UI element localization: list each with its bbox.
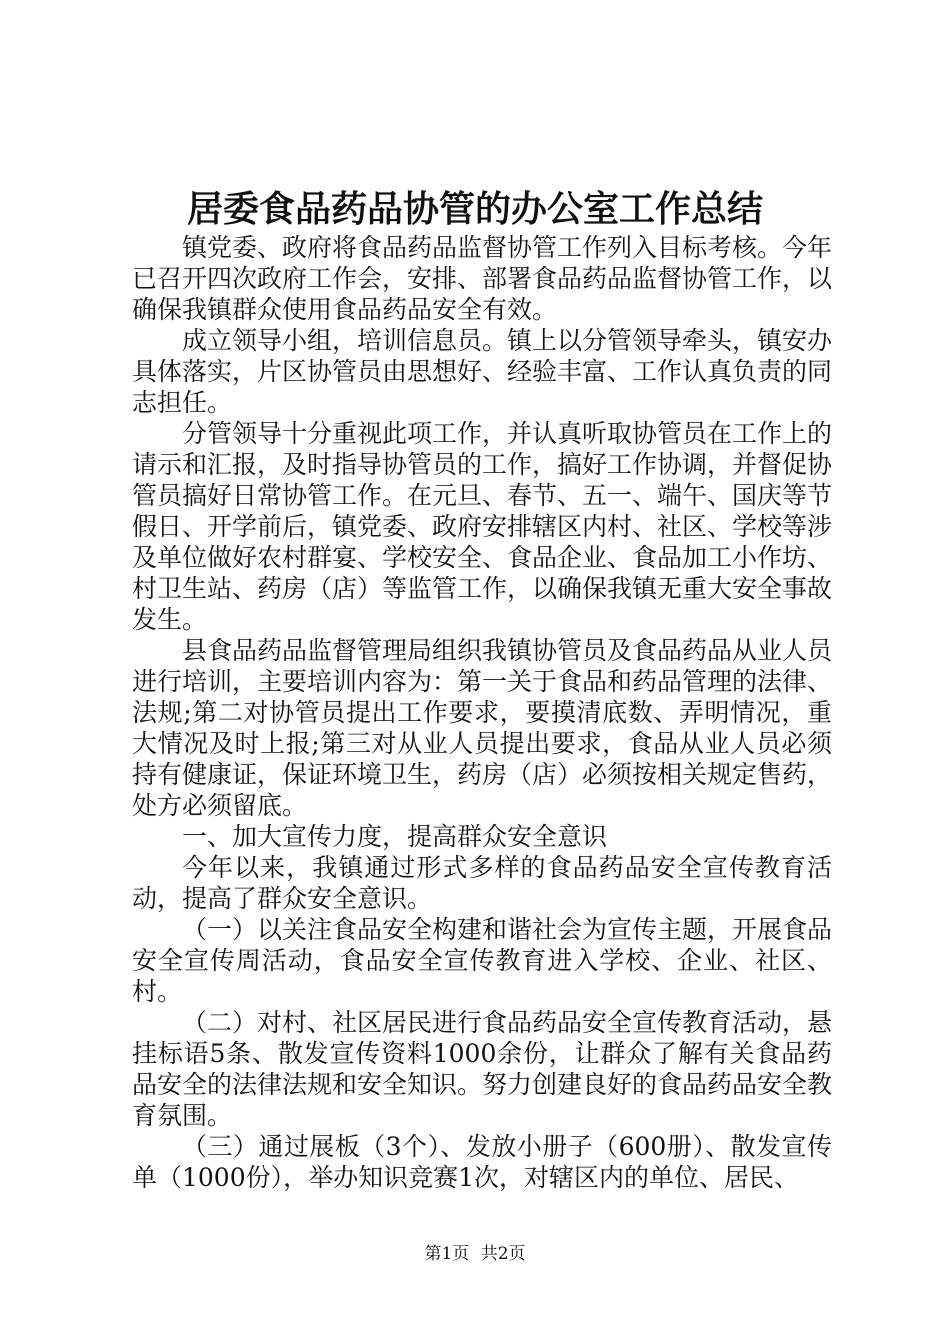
paragraph: （二）对村、社区居民进行食品药品安全宣传教育活动，悬挂标语5条、散发宣传资料1000余份，让群众了解有关食品药品安全的法律法规和安全知识。努力创建良好的食品药品安全教育氛围。 <box>132 1008 833 1130</box>
paragraph: 成立领导小组，培训信息员。镇上以分管领导牵头，镇安办具体落实，片区协管员由思想好、经验丰富、工作认真负责的同志担任。 <box>132 326 833 417</box>
page-total: 共2页 <box>480 1244 526 1264</box>
document-body <box>132 232 832 1193</box>
paragraph: 县食品药品监督管理局组织我镇协管员及食品药品从业人员进行培训，主要培训内容为：第一关于食品和药品管理的法律、法规;第二对协管员提出工作要求，要摸清底数、弄明情况，重大情况及时上报;第三对从业人员提出要求，食品从业人员必须持有健康证，保证环境卫生，药房（店）必须按相关规定售药，处方必须留底。 <box>132 636 833 820</box>
paragraph: 镇党委、政府将食品药品监督协管工作列入目标考核。今年已召开四次政府工作会，安排、部署食品药品监督协管工作，以确保我镇群众使用食品药品安全有效。 <box>132 233 833 324</box>
paragraph: （三）通过展板（3个）、发放小册子（600册）、散发宣传单（1000份），举办知识竞赛1次，对辖区内的单位、居民、 <box>132 1132 832 1192</box>
document-title: 居委食品药品协管的办公室工作总结 <box>186 188 763 230</box>
paragraph: 今年以来，我镇通过形式多样的食品药品安全宣传教育活动，提高了群众安全意识。 <box>132 853 832 913</box>
paragraph: 分管领导十分重视此项工作，并认真听取协管员在工作上的请示和汇报，及时指导协管员的工作，搞好工作协调，并督促协管员搞好日常协管工作。在元旦、春节、五一、端午、国庆等节假日、开学前后，镇党委、政府安排辖区内村、社区、学校等涉及单位做好农村群宴、学校安全、食品企业、食品加工小作坊、村卫生站、药房（店）等监管工作，以确保我镇无重大安全事故发生。 <box>132 419 833 634</box>
section-heading: 一、加大宣传力度，提高群众安全意识 <box>182 822 608 851</box>
page-footer <box>0 1242 950 1266</box>
paragraph: （一）以关注食品安全构建和谐社会为宣传主题，开展食品安全宣传周活动，食品安全宣传教育进入学校、企业、社区、村。 <box>132 915 833 1006</box>
page-number: 第1页 <box>424 1244 470 1264</box>
